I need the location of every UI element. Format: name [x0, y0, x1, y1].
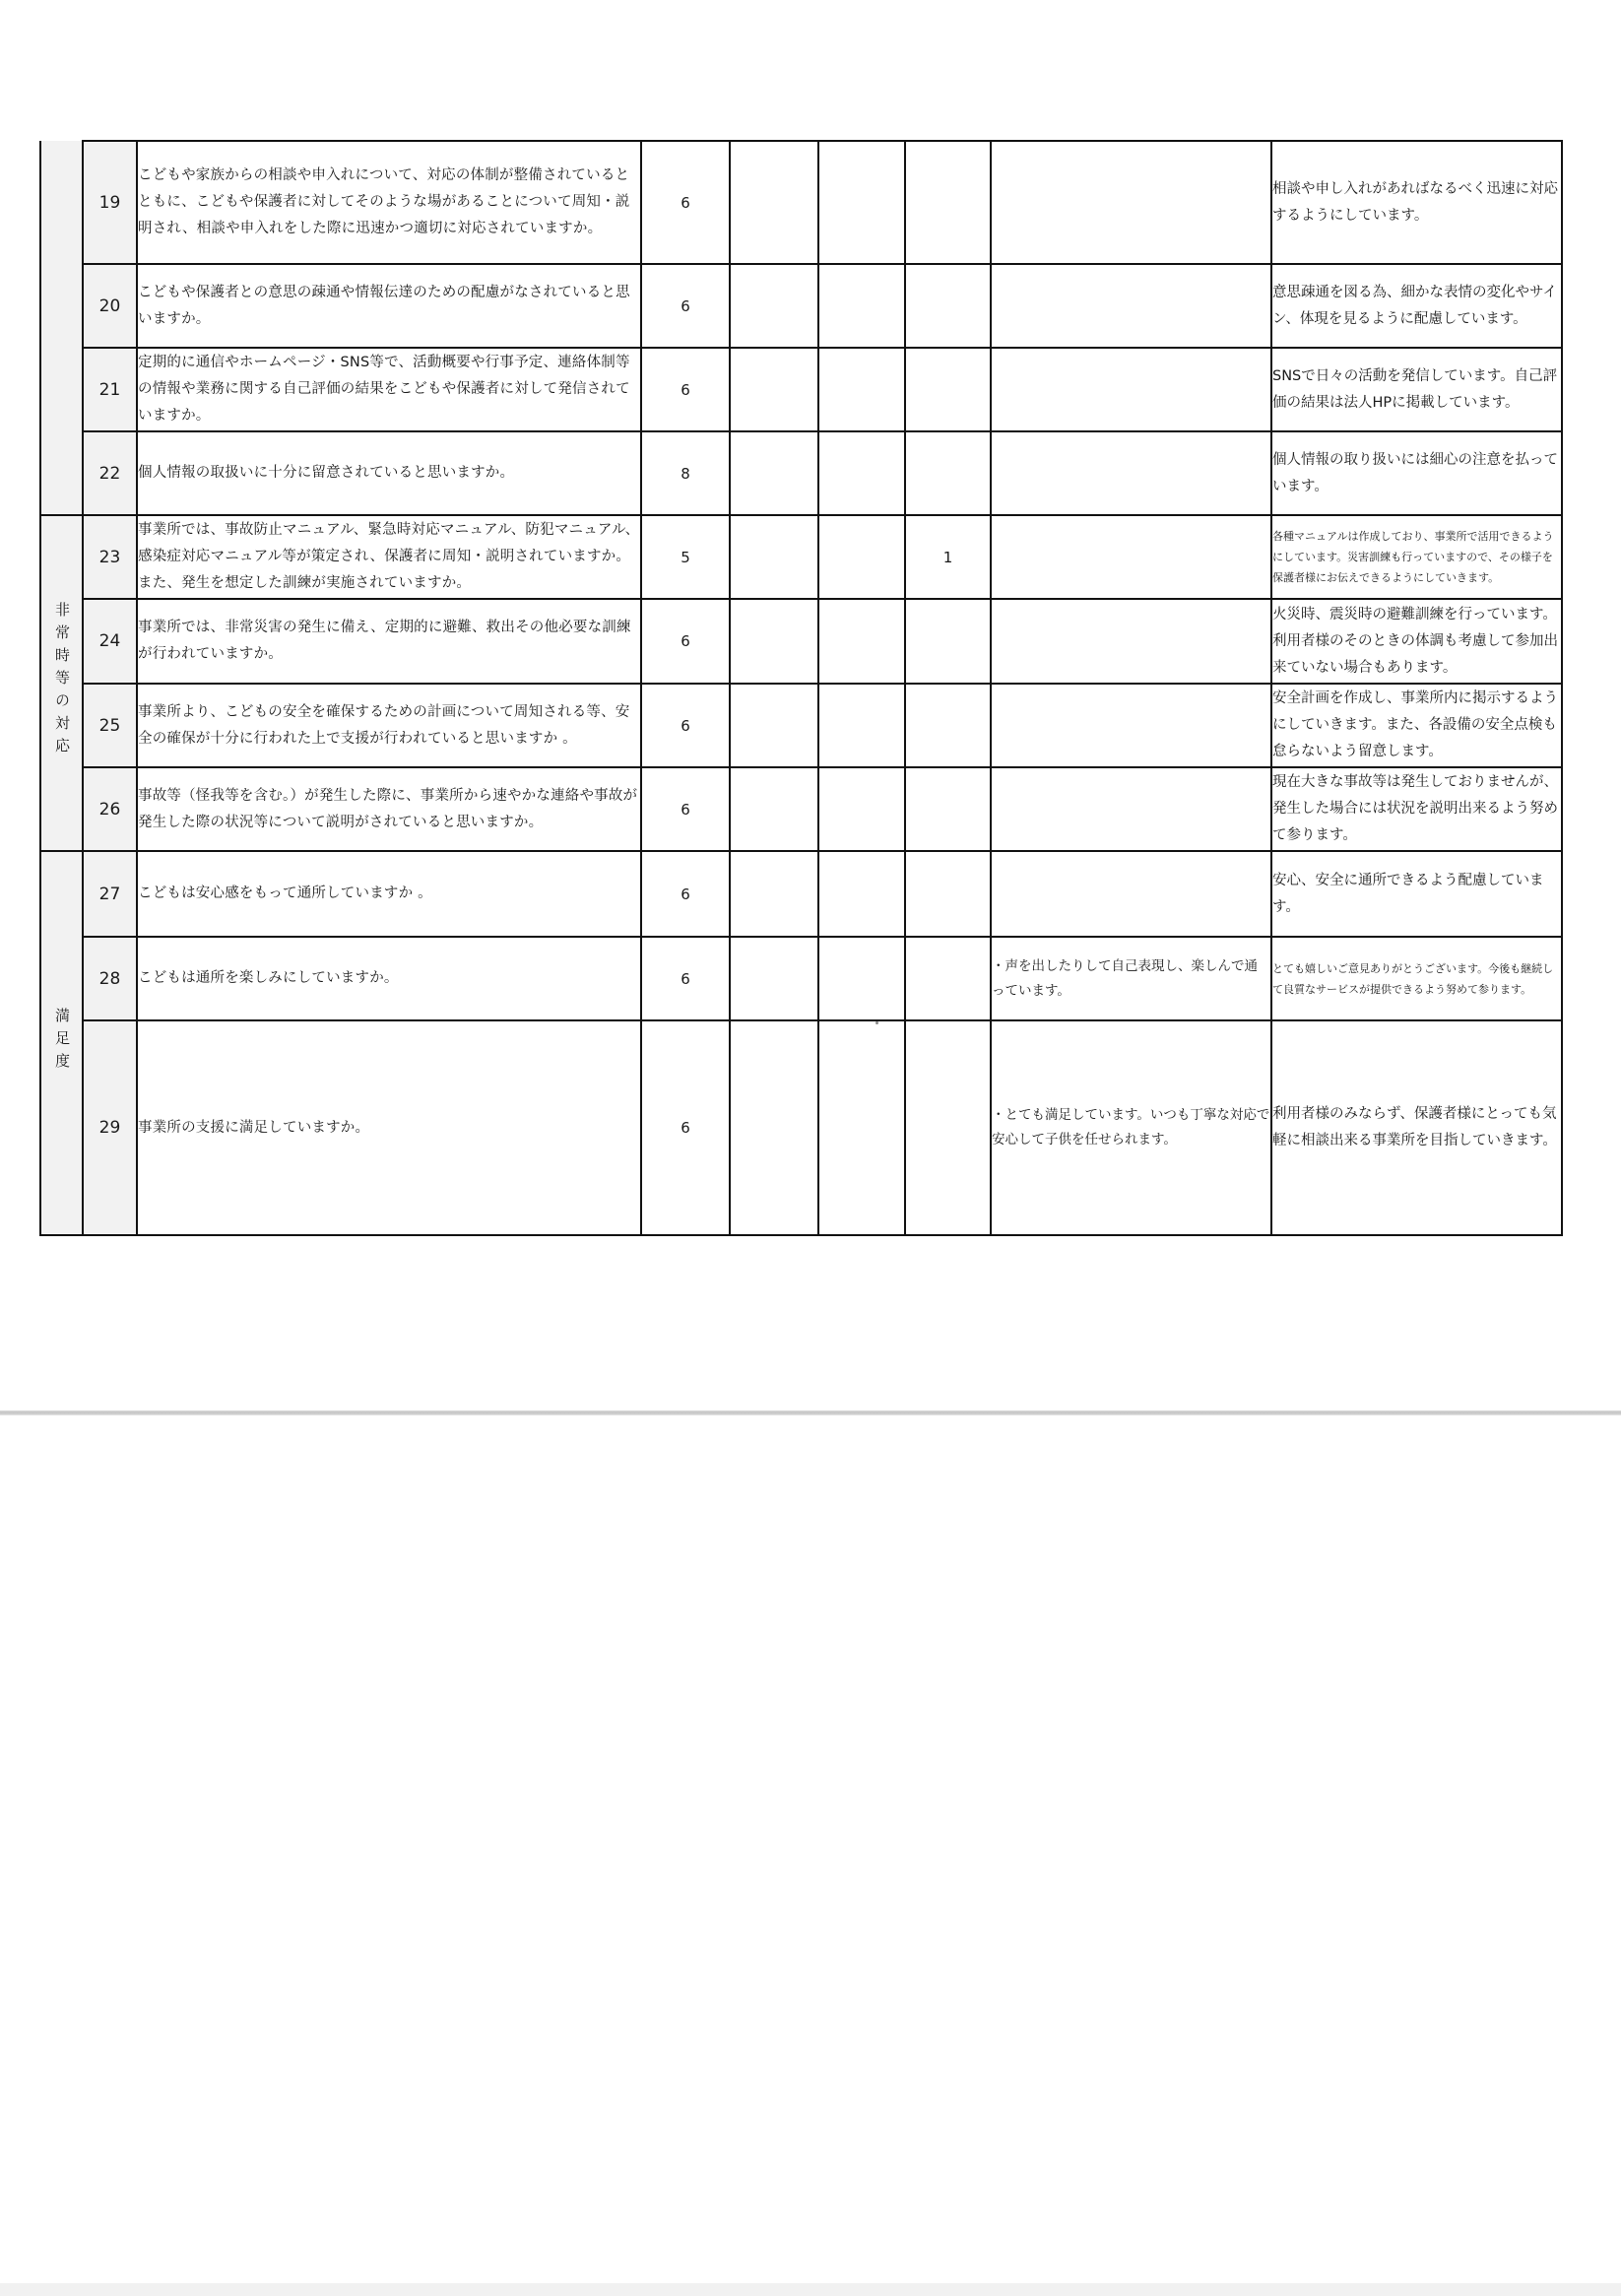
- count-cell-1: 6: [641, 348, 730, 431]
- category-cell: [40, 515, 83, 851]
- count-cell-2: [730, 348, 818, 431]
- evaluation-table: [39, 140, 1563, 1236]
- category-cell: [40, 141, 83, 515]
- facility-response: 個人情報の取り扱いには細心の注意を払っています。: [1271, 431, 1562, 515]
- count-cell-4: 1: [905, 515, 991, 599]
- question-text: 事故等（怪我等を含む。）が発生した際に、事業所から速やかな連絡や事故が発生した際の状況等について説明がされていると思いますか。: [137, 767, 641, 851]
- facility-response: 各種マニュアルは作成しており、事業所で活用できるようにしています。災害訓練も行っていますので、その様子を保護者様にお伝えできるようにしていきます。: [1271, 515, 1562, 599]
- count-cell-1: 6: [641, 1020, 730, 1235]
- count-cell-3: [818, 767, 905, 851]
- row-number: 22: [83, 431, 137, 515]
- count-cell-4: [905, 851, 991, 937]
- facility-response: 安全計画を作成し、事業所内に掲示するようにしていきます。また、各設備の安全点検も怠らないよう留意します。: [1271, 684, 1562, 767]
- guardian-comment: [991, 515, 1271, 599]
- count-cell-1: 6: [641, 264, 730, 348]
- count-cell-1: 6: [641, 851, 730, 937]
- table-row: [40, 937, 1562, 1020]
- count-cell-1: 6: [641, 684, 730, 767]
- guardian-comment: [991, 851, 1271, 937]
- count-cell-4: [905, 599, 991, 684]
- table-row: [40, 599, 1562, 684]
- guardian-comment: [991, 348, 1271, 431]
- facility-response: とても嬉しいご意見ありがとうございます。今後も継続して良質なサービスが提供できるよう努めて参ります。: [1271, 937, 1562, 1020]
- count-cell-1: 5: [641, 515, 730, 599]
- question-text: 事業所の支援に満足していますか。: [137, 1020, 641, 1235]
- count-cell-3: [818, 515, 905, 599]
- count-cell-2: [730, 431, 818, 515]
- guardian-comment: [991, 264, 1271, 348]
- facility-response: 安心、安全に通所できるよう配慮しています。: [1271, 851, 1562, 937]
- count-cell-1: 6: [641, 141, 730, 264]
- count-cell-4: [905, 264, 991, 348]
- row-number: 27: [83, 851, 137, 937]
- page-bottom-edge: [0, 2283, 1621, 2296]
- scan-speck: [875, 1021, 878, 1024]
- question-text: こどもは安心感をもって通所していますか 。: [137, 851, 641, 937]
- count-cell-2: [730, 851, 818, 937]
- facility-response: 火災時、震災時の避難訓練を行っています。利用者様のそのときの体調も考慮して参加出来ていない場合もあります。: [1271, 599, 1562, 684]
- question-text: 事業所では、非常災害の発生に備え、定期的に避難、救出その他必要な訓練が行われていますか。: [137, 599, 641, 684]
- facility-response: 利用者様のみならず、保護者様にとっても気軽に相談出来る事業所を目指していきます。: [1271, 1020, 1562, 1235]
- count-cell-3: [818, 851, 905, 937]
- count-cell-3: [818, 937, 905, 1020]
- question-text: こどもや家族からの相談や申入れについて、対応の体制が整備されているとともに、こどもや保護者に対してそのような場があることについて周知・説明され、相談や申入れをした際に迅速かつ適切に対応されていますか。: [137, 141, 641, 264]
- count-cell-2: [730, 141, 818, 264]
- row-number: 24: [83, 599, 137, 684]
- count-cell-4: [905, 141, 991, 264]
- row-number: 21: [83, 348, 137, 431]
- count-cell-3: [818, 431, 905, 515]
- count-cell-3: [818, 264, 905, 348]
- guardian-comment: [991, 599, 1271, 684]
- table-row: [40, 431, 1562, 515]
- category-label: 満足度: [53, 1007, 71, 1076]
- category-label: 非常時等の対応: [53, 602, 71, 760]
- guardian-comment: [991, 767, 1271, 851]
- table-row: [40, 515, 1562, 599]
- count-cell-1: 6: [641, 937, 730, 1020]
- question-text: 事業所では、事故防止マニュアル、緊急時対応マニュアル、防犯マニュアル、感染症対応マニュアル等が策定され、保護者に周知・説明されていますか。また、発生を想定した訓練が実施されていますか。: [137, 515, 641, 599]
- count-cell-1: 8: [641, 431, 730, 515]
- row-number: 23: [83, 515, 137, 599]
- count-cell-2: [730, 599, 818, 684]
- table-row: [40, 348, 1562, 431]
- facility-response: 意思疎通を図る為、細かな表情の変化やサイン、体現を見るように配慮しています。: [1271, 264, 1562, 348]
- count-cell-4: [905, 348, 991, 431]
- count-cell-2: [730, 937, 818, 1020]
- count-cell-1: 6: [641, 767, 730, 851]
- count-cell-2: [730, 684, 818, 767]
- count-cell-3: [818, 684, 905, 767]
- guardian-comment: ・声を出したりして自己表現し、楽しんで通っています。: [991, 937, 1271, 1020]
- guardian-comment: ・とても満足しています。いつも丁寧な対応で安心して子供を任せられます。: [991, 1020, 1271, 1235]
- table-row: [40, 684, 1562, 767]
- guardian-comment: [991, 684, 1271, 767]
- count-cell-3: [818, 348, 905, 431]
- count-cell-1: 6: [641, 599, 730, 684]
- question-text: 定期的に通信やホームページ・SNS等で、活動概要や行事予定、連絡体制等の情報や業務に関する自己評価の結果をこどもや保護者に対して発信されていますか。: [137, 348, 641, 431]
- guardian-comment: [991, 431, 1271, 515]
- count-cell-2: [730, 515, 818, 599]
- row-number: 29: [83, 1020, 137, 1235]
- count-cell-4: [905, 684, 991, 767]
- row-number: 25: [83, 684, 137, 767]
- table-row: [40, 141, 1562, 264]
- count-cell-3: [818, 1020, 905, 1235]
- facility-response: SNSで日々の活動を発信しています。自己評価の結果は法人HPに掲載しています。: [1271, 348, 1562, 431]
- count-cell-2: [730, 767, 818, 851]
- table-row: [40, 767, 1562, 851]
- question-text: 個人情報の取扱いに十分に留意されていると思いますか。: [137, 431, 641, 515]
- row-number: 26: [83, 767, 137, 851]
- count-cell-3: [818, 599, 905, 684]
- facility-response: 相談や申し入れがあればなるべく迅速に対応するようにしています。: [1271, 141, 1562, 264]
- facility-response: 現在大きな事故等は発生しておりませんが、発生した場合には状況を説明出来るよう努めて参ります。: [1271, 767, 1562, 851]
- count-cell-4: [905, 431, 991, 515]
- question-text: こどもは通所を楽しみにしていますか。: [137, 937, 641, 1020]
- table-row: [40, 1020, 1562, 1235]
- count-cell-4: [905, 1020, 991, 1235]
- count-cell-4: [905, 937, 991, 1020]
- guardian-comment: [991, 141, 1271, 264]
- question-text: 事業所より、こどもの安全を確保するための計画について周知される等、安全の確保が十分に行われた上で支援が行われていると思いますか 。: [137, 684, 641, 767]
- count-cell-2: [730, 264, 818, 348]
- question-text: こどもや保護者との意思の疎通や情報伝達のための配慮がなされていると思いますか。: [137, 264, 641, 348]
- page-separator: [0, 1410, 1621, 1415]
- row-number: 19: [83, 141, 137, 264]
- category-cell: [40, 851, 83, 1235]
- row-number: 20: [83, 264, 137, 348]
- table-row: [40, 264, 1562, 348]
- count-cell-2: [730, 1020, 818, 1235]
- count-cell-3: [818, 141, 905, 264]
- row-number: 28: [83, 937, 137, 1020]
- count-cell-4: [905, 767, 991, 851]
- table-row: [40, 851, 1562, 937]
